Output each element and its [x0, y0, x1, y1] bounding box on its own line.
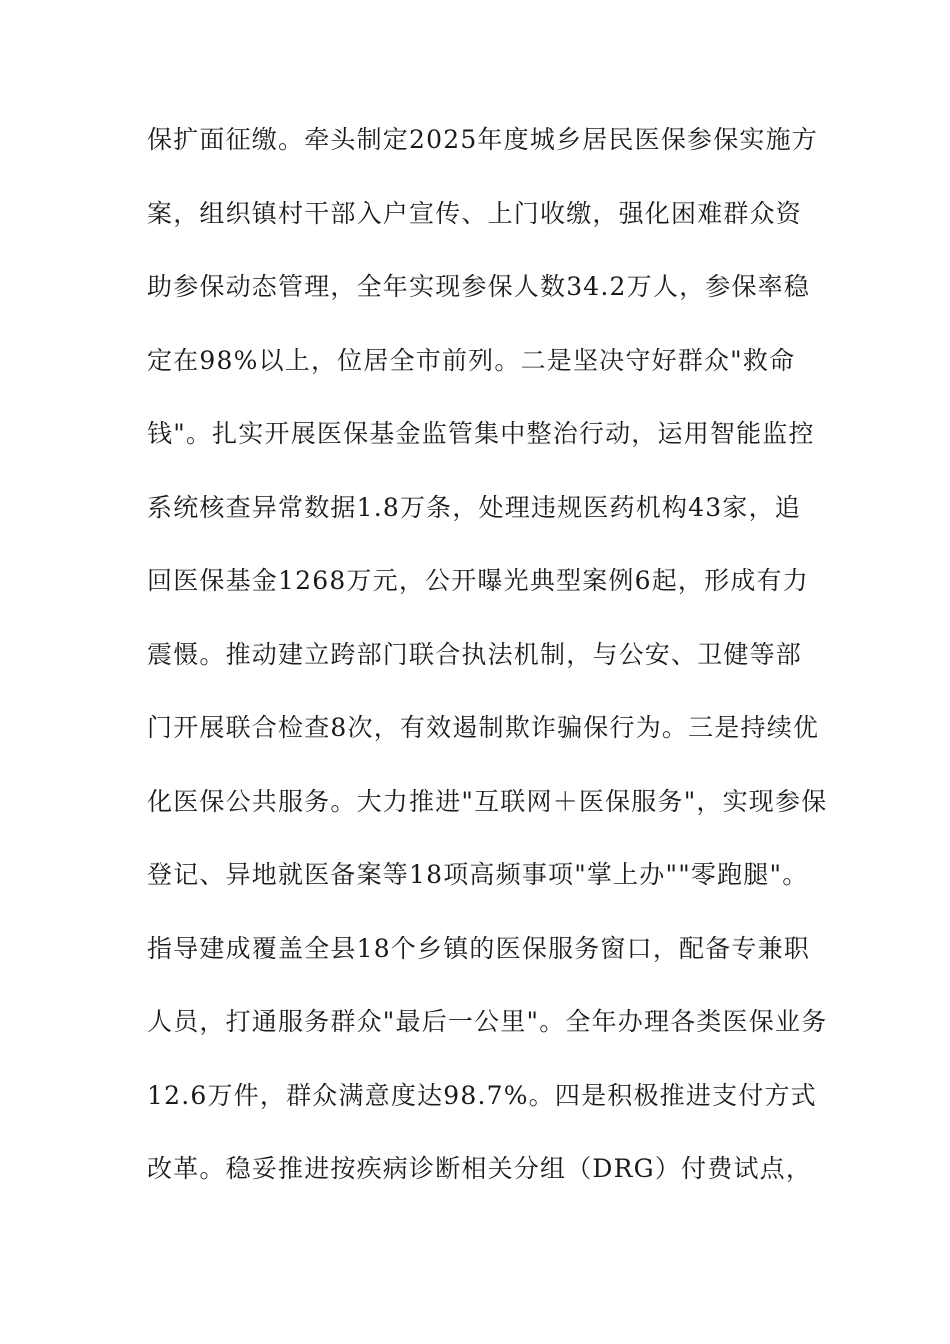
text-line: 保扩面征缴。牵头制定2025年度城乡居民医保参保实施方 — [147, 125, 819, 154]
text-line: 人员，打通服务群众"最后一公里"。全年办理各类医保业务 — [147, 1007, 828, 1036]
body-text — [147, 118, 828, 1221]
text-line: 化医保公共服务。大力推进"互联网＋医保服务"，实现参保 — [147, 786, 828, 816]
text-line: 助参保动态管理，全年实现参保人数34.2万人，参保率稳 — [147, 272, 811, 301]
text-line: 定在98%以上，位居全市前列。二是坚决守好群众"救命 — [147, 345, 796, 375]
text-line: 改革。稳妥推进按疾病诊断相关分组（DRG）付费试点， — [147, 1154, 813, 1183]
text-line: 案，组织镇村干部入户宣传、上门收缴，强化困难群众资 — [147, 198, 803, 228]
text-line: 回医保基金1268万元，公开曝光典型案例6起，形成有力 — [147, 566, 809, 595]
text-line: 系统核查异常数据1.8万条，处理违规医药机构43家，追 — [147, 492, 801, 522]
text-line: 登记、异地就医备案等18项高频事项"掌上办""零跑腿"。 — [147, 860, 809, 889]
text-line: 门开展联合检查8次，有效遏制欺诈骗保行为。三是持续优 — [147, 713, 820, 742]
text-line: 钱"。扎实开展医保基金监管集中整治行动，运用智能监控 — [147, 419, 815, 448]
text-line: 指导建成覆盖全县18个乡镇的医保服务窗口，配备专兼职 — [147, 933, 811, 963]
text-line: 震慑。推动建立跨部门联合执法机制，与公安、卫健等部 — [147, 639, 803, 669]
text-line: 12.6万件，群众满意度达98.7%。四是积极推进支付方式 — [147, 1080, 817, 1110]
